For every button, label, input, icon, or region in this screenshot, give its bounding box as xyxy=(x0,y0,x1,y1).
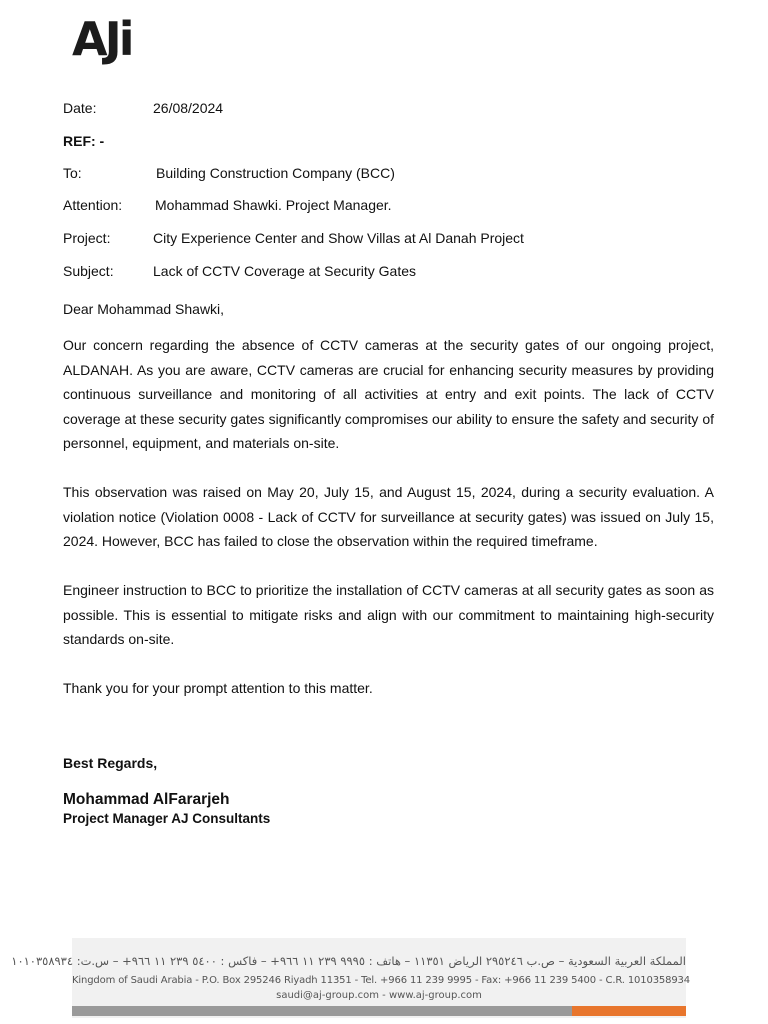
project-value: City Experience Center and Show Villas at Al Danah Project xyxy=(153,230,524,246)
body-paragraph-1: Our concern regarding the absence of CCTV cameras at the security gates of our ongoing project, ALDANAH. As you are aware, CCTV cameras are crucial for enhancing security measures by providing continuous surveillance and monitoring of all activities at entry and exit points. The lack of CCTV coverage at these security gates significantly compromises our ability to ensure the safety and security of personnel, equipment, and materials on-site. xyxy=(63,337,714,452)
closing-regards: Best Regards, xyxy=(63,755,158,771)
ref-label: REF: - xyxy=(63,133,105,149)
project-label: Project: xyxy=(63,230,111,246)
subject-value: Lack of CCTV Coverage at Security Gates xyxy=(153,263,416,279)
body-paragraph-3: Engineer instruction to BCC to prioritize the installation of CCTV cameras at all security gates as soon as possible. This is essential to mitigate risks and align with our commitment to maintaining high-security standards on-site. xyxy=(63,582,714,648)
footer-english-address: Kingdom of Saudi Arabia - P.O. Box 295246 Riyadh 11351 - Tel. +966 11 239 9995 - Fax: +966 11 239 5400 - C.R. 1010358934 xyxy=(72,975,690,986)
to-value: Building Construction Company (BCC) xyxy=(156,165,395,181)
letterhead-footer xyxy=(11,938,690,1018)
signer-title: Project Manager AJ Consultants xyxy=(63,811,271,826)
footer-bar-gray xyxy=(72,1006,572,1016)
project-row xyxy=(63,230,524,247)
date-label: Date: xyxy=(63,100,97,116)
footer-arabic-address: المملكة العربية السعودية – ص.ب ٢٩٥٢٤٦ الرياض ١١٣٥١ – هاتف : ٩٩٩٥ ٢٣٩ ١١ ٩٦٦+ – فاكس : ٥٤٠٠ ٢٣٩ ١١ ٩٦٦+ – س.ت: ١٠١٠٣٥٨٩٣٤ xyxy=(11,954,686,968)
footer-contact: saudi@aj-group.com - www.aj-group.com xyxy=(276,990,482,1001)
footer-bar-orange xyxy=(572,1006,686,1016)
attention-value: Mohammad Shawki. Project Manager. xyxy=(155,197,392,213)
to-label: To: xyxy=(63,165,82,181)
date-value: 26/08/2024 xyxy=(153,100,224,116)
to-row xyxy=(63,165,395,182)
subject-row xyxy=(63,263,416,280)
attention-label: Attention: xyxy=(63,197,123,213)
body-paragraph-4: Thank you for your prompt attention to this matter. xyxy=(63,680,373,696)
body-paragraph-2: This observation was raised on May 20, July 15, and August 15, 2024, during a security evaluation. A violation notice (Violation 0008 - Lack of CCTV for surveillance at security gates) was issued on July 15, 2024. However, BCC has failed to close the observation within the required timeframe. xyxy=(63,484,714,550)
signer-name: Mohammad AlFararjeh xyxy=(63,791,230,808)
company-logo: AJi xyxy=(72,12,132,66)
attention-row xyxy=(63,197,392,214)
salutation: Dear Mohammad Shawki, xyxy=(63,301,225,317)
date-row xyxy=(63,100,224,117)
subject-label: Subject: xyxy=(63,263,114,279)
